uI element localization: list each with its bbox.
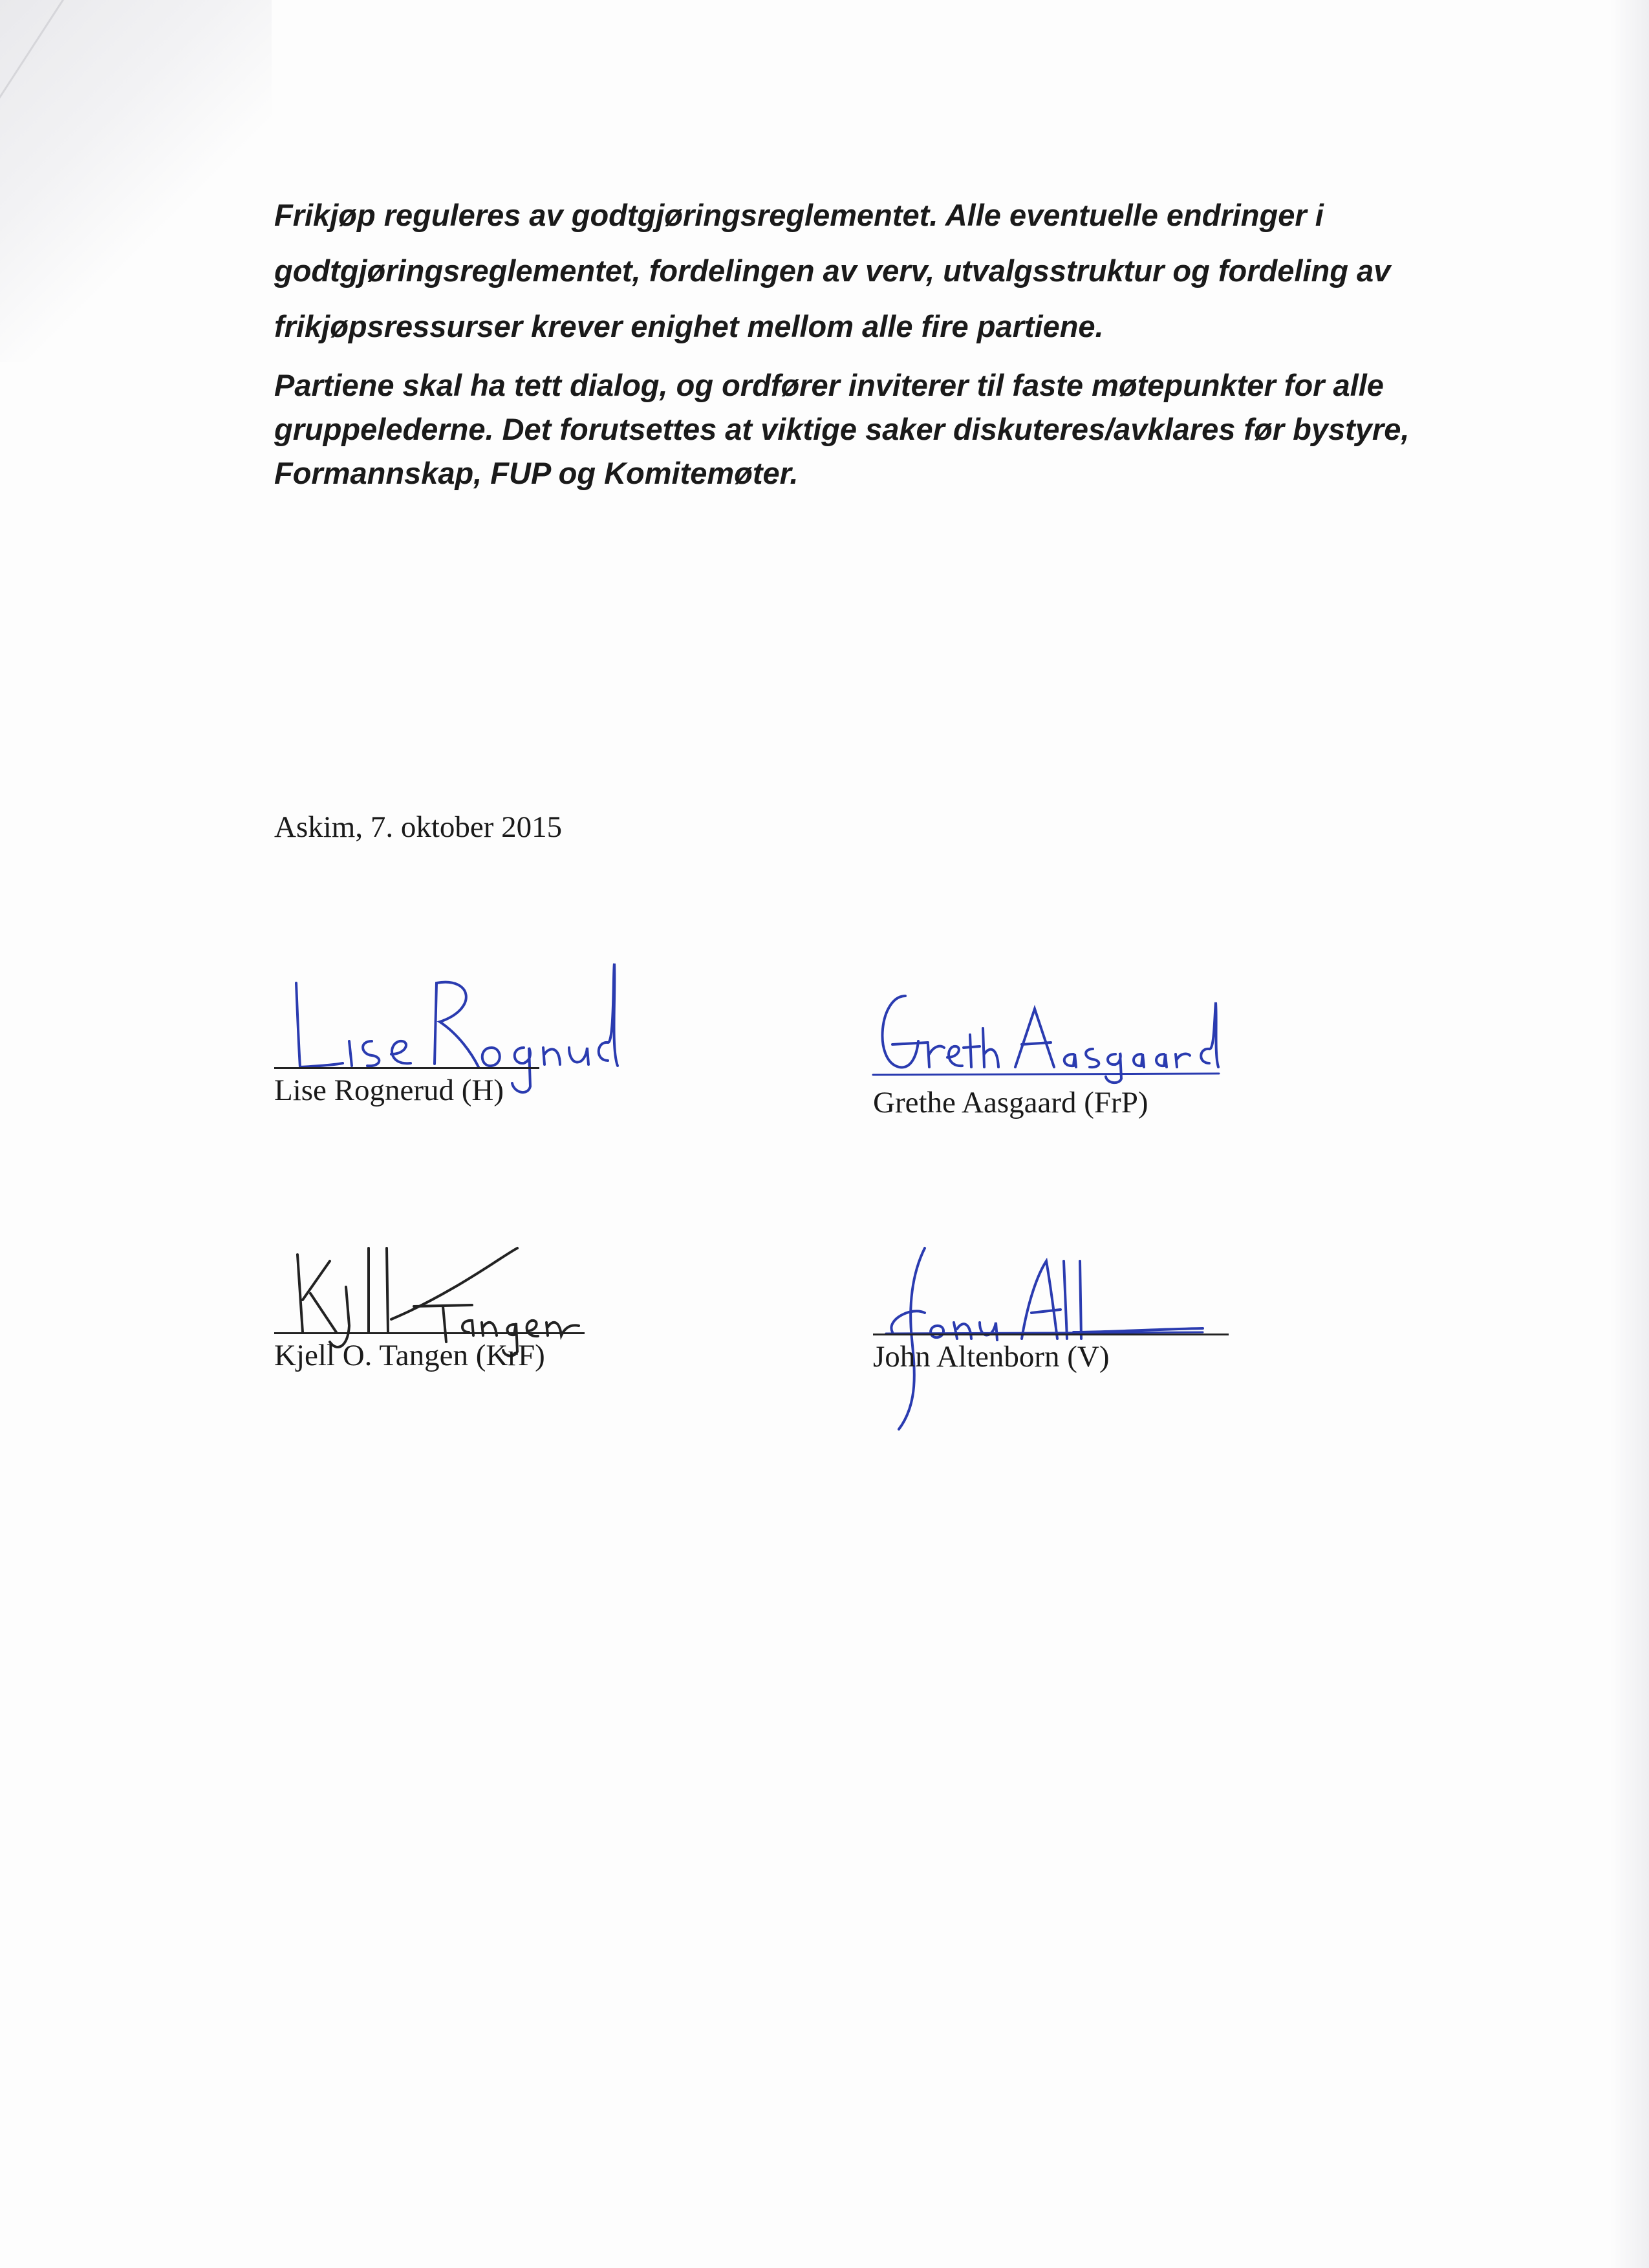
signature-line xyxy=(274,1332,585,1334)
signatory-name: John Altenborn (V) xyxy=(873,1340,1110,1374)
agreement-text xyxy=(274,188,1451,495)
paragraph-dialog: Partiene skal ha tett dialog, og ordfører inviterer til faste møtepunkter for alle gruppelederne. Det forutsettes at viktige saker diskuteres/avklares før bystyre, Formannskap, FUP og Komitemøter. xyxy=(274,368,1410,490)
signatory-name: Lise Rognerud (H) xyxy=(274,1074,504,1107)
signature-block-john xyxy=(873,1334,1229,1374)
page-edge-shade xyxy=(1610,0,1649,2268)
signature-grethe-aasgaard xyxy=(867,983,1229,1080)
signature-block-grethe xyxy=(873,1081,1209,1120)
signatory-name: Kjell O. Tangen (KrF) xyxy=(274,1339,545,1372)
signature-line xyxy=(274,1067,539,1069)
folded-corner-shadow xyxy=(0,0,272,362)
signatory-name: Grethe Aasgaard (FrP) xyxy=(873,1086,1148,1119)
date-place: Askim, 7. oktober 2015 xyxy=(274,810,563,844)
paragraph-frikjop: Frikjøp reguleres av godtgjøringsreglementet. Alle eventuelle endringer i godtgjøringsreglementet, fordelingen av verv, utvalgsstruktur og fordeling av frikjøpsressurser krever enighet mellom alle fire partiene. xyxy=(274,198,1391,343)
signature-block-lise xyxy=(274,1067,539,1108)
signature-block-kjell xyxy=(274,1332,585,1373)
signature-line xyxy=(873,1334,1229,1335)
